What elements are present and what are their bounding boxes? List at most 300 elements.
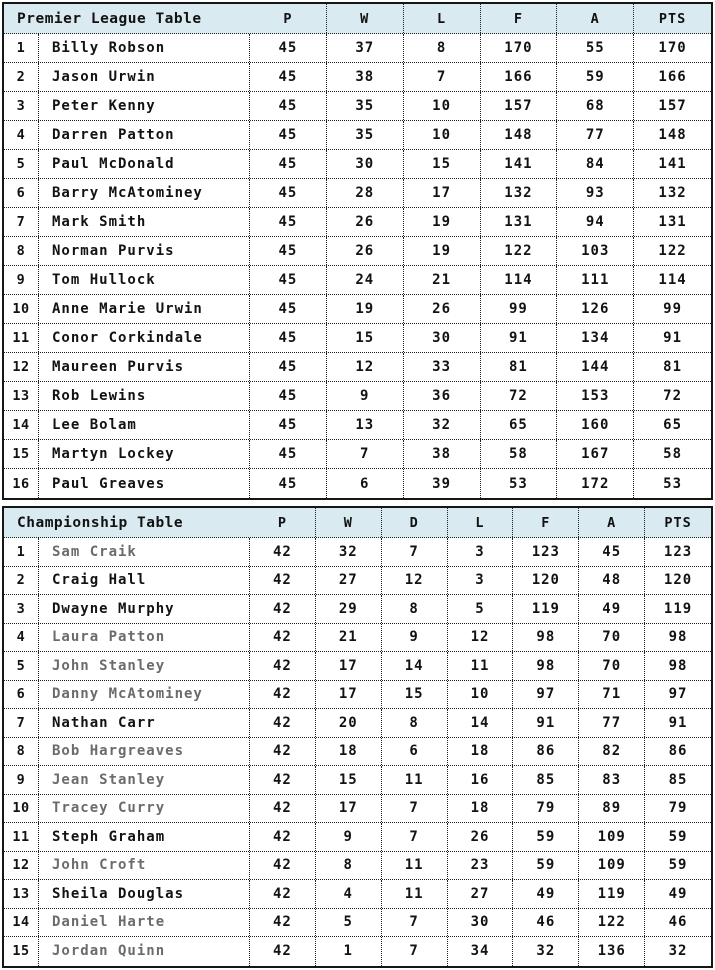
stat-cell-a: 134 [557, 324, 634, 352]
column-header-pts[interactable]: PTS [664, 514, 692, 531]
stat-cell-l: 3 [448, 538, 514, 566]
column-header-f[interactable]: F [513, 508, 579, 537]
stat-cell-p: 42 [250, 595, 316, 623]
player-name[interactable]: Mark Smith [39, 208, 250, 236]
column-header-d[interactable]: D [382, 508, 448, 537]
stat-cell-p: 45 [250, 266, 327, 294]
table-row[interactable] [4, 852, 711, 881]
player-name[interactable]: Rob Lewins [39, 382, 250, 410]
stat-cell-w: 38 [327, 63, 404, 91]
stat-cell-w: 6 [327, 469, 404, 498]
stat-cell-f: 59 [513, 823, 579, 851]
stat-cell-w: 18 [316, 738, 382, 766]
stat-cell-l: 7 [404, 63, 481, 91]
stat-cell-l: 34 [448, 937, 514, 966]
player-name[interactable]: Conor Corkindale [39, 324, 250, 352]
rank-cell: 8 [4, 738, 39, 766]
stat-cell-l: 10 [404, 121, 481, 149]
stat-cell-a: 103 [557, 237, 634, 265]
stat-cell-w: 17 [316, 681, 382, 709]
stat-cell-l: 18 [448, 738, 514, 766]
stat-cell-p: 42 [250, 795, 316, 823]
player-name[interactable]: Jason Urwin [39, 63, 250, 91]
stat-cell-f: 157 [481, 92, 558, 120]
stat-cell-l: 17 [404, 179, 481, 207]
column-header-p[interactable]: P [250, 508, 316, 537]
stat-cell-a: 48 [579, 567, 645, 595]
stat-cell-l: 39 [404, 469, 481, 498]
table-row[interactable] [4, 266, 711, 295]
stat-cell-l: 11 [448, 652, 514, 680]
stat-cell-w: 24 [327, 266, 404, 294]
table-row[interactable] [4, 538, 711, 567]
stat-cell-a: 119 [579, 880, 645, 908]
table-row[interactable] [4, 34, 711, 63]
stat-cell-p: 45 [250, 63, 327, 91]
player-name[interactable]: Craig Hall [39, 567, 250, 595]
table-row[interactable] [4, 469, 711, 498]
stat-cell-f: 132 [481, 179, 558, 207]
rank-cell: 7 [4, 709, 39, 737]
stat-cell-a: 111 [557, 266, 634, 294]
stat-cell-p: 45 [250, 411, 327, 439]
stat-cell-l: 21 [404, 266, 481, 294]
stat-cell-l: 10 [448, 681, 514, 709]
table-body [4, 538, 711, 966]
table-row[interactable] [4, 121, 711, 150]
table-row[interactable] [4, 880, 711, 909]
stat-cell-w: 15 [327, 324, 404, 352]
stat-cell-d: 7 [382, 538, 448, 566]
stat-cell-pts: 98 [668, 629, 688, 646]
stat-cell-w: 27 [316, 567, 382, 595]
table-row[interactable] [4, 208, 711, 237]
stat-cell-p: 42 [250, 880, 316, 908]
stat-cell-w: 17 [316, 652, 382, 680]
player-name[interactable]: Dwayne Murphy [39, 595, 250, 623]
stat-cell-pts: 32 [668, 943, 688, 960]
player-name[interactable]: Darren Patton [39, 121, 250, 149]
stat-cell-l: 26 [404, 295, 481, 323]
player-name[interactable]: John Stanley [39, 652, 250, 680]
stat-cell-d: 12 [382, 567, 448, 595]
stat-cell-w: 17 [316, 795, 382, 823]
stat-cell-w: 8 [316, 852, 382, 880]
stat-cell-d: 15 [382, 681, 448, 709]
table-row[interactable] [4, 63, 711, 92]
stat-cell-l: 3 [448, 567, 514, 595]
stat-cell-a: 172 [557, 469, 634, 498]
stat-cell-a: 70 [579, 652, 645, 680]
stat-cell-l: 36 [404, 382, 481, 410]
rank-cell: 10 [4, 295, 39, 323]
stat-cell-w: 9 [327, 382, 404, 410]
stat-cell-w: 20 [316, 709, 382, 737]
stat-cell-f: 49 [513, 880, 579, 908]
stat-cell-pts: 81 [663, 359, 682, 375]
rank-cell: 11 [4, 324, 39, 352]
stat-cell-pts: 170 [658, 40, 687, 56]
rank-cell: 5 [4, 150, 39, 178]
stat-cell-w: 5 [316, 909, 382, 937]
stat-cell-l: 8 [404, 34, 481, 62]
column-header-pts[interactable]: PTS [658, 10, 687, 27]
player-name[interactable]: Lee Bolam [39, 411, 250, 439]
stat-cell-p: 45 [250, 150, 327, 178]
rank-cell: 1 [4, 538, 39, 566]
stat-cell-w: 1 [316, 937, 382, 966]
stat-cell-d: 8 [382, 709, 448, 737]
player-name[interactable]: Norman Purvis [39, 237, 250, 265]
stat-cell-f: 141 [481, 150, 558, 178]
table-body [4, 34, 711, 498]
stat-cell-f: 86 [513, 738, 579, 766]
stat-cell-f: 59 [513, 852, 579, 880]
player-name[interactable]: John Croft [39, 852, 250, 880]
stat-cell-pts: 141 [658, 156, 687, 172]
rank-cell: 3 [4, 92, 39, 120]
player-name[interactable]: Jordan Quinn [39, 937, 250, 966]
stat-cell-p: 45 [250, 382, 327, 410]
stat-cell-w: 4 [316, 880, 382, 908]
stat-cell-d: 7 [382, 909, 448, 937]
stat-cell-f: 120 [513, 567, 579, 595]
table-row[interactable] [4, 353, 711, 382]
player-name[interactable]: Sheila Douglas [39, 880, 250, 908]
stat-cell-p: 45 [250, 121, 327, 149]
rank-cell: 2 [4, 63, 39, 91]
table-row[interactable] [4, 324, 711, 353]
stat-cell-pts: 114 [658, 272, 687, 288]
column-header-l[interactable]: L [448, 508, 514, 537]
stat-cell-f: 122 [481, 237, 558, 265]
stat-cell-pts: 59 [668, 828, 688, 845]
table-row[interactable] [4, 681, 711, 710]
stat-cell-pts: 148 [658, 127, 687, 143]
table-header-row [4, 508, 711, 538]
stat-cell-a: 167 [557, 440, 634, 468]
stat-cell-a: 160 [557, 411, 634, 439]
stat-cell-a: 94 [557, 208, 634, 236]
stat-cell-f: 119 [513, 595, 579, 623]
rank-cell: 4 [4, 121, 39, 149]
stat-cell-p: 42 [250, 681, 316, 709]
player-name[interactable]: Jean Stanley [39, 766, 250, 794]
table-row[interactable] [4, 823, 711, 852]
player-name[interactable]: Danny McAtominey [39, 681, 250, 709]
stat-cell-pts: 53 [663, 475, 682, 492]
stat-cell-l: 5 [448, 595, 514, 623]
rank-cell: 5 [4, 652, 39, 680]
stat-cell-d: 9 [382, 624, 448, 652]
stat-cell-a: 82 [579, 738, 645, 766]
stat-cell-w: 15 [316, 766, 382, 794]
stat-cell-a: 68 [557, 92, 634, 120]
stat-cell-l: 33 [404, 353, 481, 381]
stat-cell-a: 83 [579, 766, 645, 794]
stat-cell-w: 35 [327, 121, 404, 149]
player-name[interactable]: Paul Greaves [39, 469, 250, 498]
rank-cell: 6 [4, 179, 39, 207]
stat-cell-pts: 58 [663, 446, 682, 462]
stat-cell-pts: 120 [663, 572, 693, 589]
rank-cell: 9 [4, 766, 39, 794]
rank-cell: 2 [4, 567, 39, 595]
player-name[interactable]: Paul McDonald [39, 150, 250, 178]
stat-cell-pts: 122 [658, 243, 687, 259]
stat-cell-l: 30 [404, 324, 481, 352]
stat-cell-f: 166 [481, 63, 558, 91]
stat-cell-a: 126 [557, 295, 634, 323]
table-row[interactable] [4, 150, 711, 179]
table-row[interactable] [4, 295, 711, 324]
table-row[interactable] [4, 595, 711, 624]
column-header-a[interactable]: A [579, 508, 645, 537]
stat-cell-f: 98 [513, 624, 579, 652]
player-name[interactable]: Laura Patton [39, 624, 250, 652]
stat-cell-pts: 79 [668, 800, 688, 817]
rank-cell: 4 [4, 624, 39, 652]
stat-cell-w: 32 [316, 538, 382, 566]
stat-cell-pts: 49 [668, 885, 688, 902]
stat-cell-pts: 99 [663, 301, 682, 317]
stat-cell-pts: 131 [658, 214, 687, 230]
stat-cell-f: 53 [481, 469, 558, 498]
stat-cell-a: 109 [579, 852, 645, 880]
stat-cell-p: 42 [250, 937, 316, 966]
table-row[interactable] [4, 382, 711, 411]
stat-cell-f: 170 [481, 34, 558, 62]
stat-cell-f: 72 [481, 382, 558, 410]
player-name[interactable]: Sam Craik [39, 538, 250, 566]
stat-cell-f: 91 [513, 709, 579, 737]
table-row[interactable] [4, 909, 711, 938]
column-header-f[interactable]: F [481, 4, 558, 33]
stat-cell-p: 42 [250, 709, 316, 737]
stat-cell-pts: 157 [658, 98, 687, 114]
table-row[interactable] [4, 237, 711, 266]
player-name[interactable]: Nathan Carr [39, 709, 250, 737]
stat-cell-l: 12 [448, 624, 514, 652]
stat-cell-p: 45 [250, 440, 327, 468]
stat-cell-a: 70 [579, 624, 645, 652]
player-name[interactable]: Peter Kenny [39, 92, 250, 120]
stat-cell-f: 32 [513, 937, 579, 966]
stat-cell-f: 114 [481, 266, 558, 294]
player-name[interactable]: Tracey Curry [39, 795, 250, 823]
stat-cell-pts: 97 [668, 686, 688, 703]
stat-cell-l: 27 [448, 880, 514, 908]
column-header-p[interactable]: P [250, 4, 327, 33]
rank-cell: 10 [4, 795, 39, 823]
stat-cell-pts: 91 [663, 330, 682, 346]
stat-cell-d: 11 [382, 852, 448, 880]
stat-cell-w: 12 [327, 353, 404, 381]
stat-cell-p: 42 [250, 823, 316, 851]
rank-cell: 6 [4, 681, 39, 709]
stat-cell-f: 123 [513, 538, 579, 566]
column-header-w[interactable]: W [327, 4, 404, 33]
stat-cell-p: 42 [250, 909, 316, 937]
stat-cell-pts: 86 [668, 743, 688, 760]
stat-cell-l: 38 [404, 440, 481, 468]
stat-cell-w: 26 [327, 237, 404, 265]
stat-cell-l: 10 [404, 92, 481, 120]
rank-cell: 1 [4, 34, 39, 62]
stat-cell-a: 93 [557, 179, 634, 207]
column-header-w[interactable]: W [316, 508, 382, 537]
player-name[interactable]: Tom Hullock [39, 266, 250, 294]
stat-cell-pts: 46 [668, 914, 688, 931]
rank-cell: 13 [4, 880, 39, 908]
stat-cell-l: 16 [448, 766, 514, 794]
stat-cell-l: 32 [404, 411, 481, 439]
stat-cell-a: 89 [579, 795, 645, 823]
table-row[interactable] [4, 738, 711, 767]
table-row[interactable] [4, 624, 711, 653]
stat-cell-w: 30 [327, 150, 404, 178]
stat-cell-a: 71 [579, 681, 645, 709]
stat-cell-a: 55 [557, 34, 634, 62]
stat-cell-f: 148 [481, 121, 558, 149]
stat-cell-d: 7 [382, 937, 448, 966]
stat-cell-p: 45 [250, 208, 327, 236]
stat-cell-a: 136 [579, 937, 645, 966]
stat-cell-w: 19 [327, 295, 404, 323]
table-row[interactable] [4, 709, 711, 738]
table-row[interactable] [4, 179, 711, 208]
rank-cell: 15 [4, 937, 39, 966]
stat-cell-a: 109 [579, 823, 645, 851]
table-row[interactable] [4, 652, 711, 681]
column-header-a[interactable]: A [557, 4, 634, 33]
stat-cell-d: 14 [382, 652, 448, 680]
stat-cell-l: 19 [404, 208, 481, 236]
rank-cell: 15 [4, 440, 39, 468]
table-row[interactable] [4, 766, 711, 795]
rank-cell: 13 [4, 382, 39, 410]
stat-cell-a: 77 [557, 121, 634, 149]
stat-cell-d: 7 [382, 795, 448, 823]
stat-cell-pts: 132 [658, 185, 687, 201]
stat-cell-a: 122 [579, 909, 645, 937]
stat-cell-p: 45 [250, 34, 327, 62]
table-row[interactable] [4, 567, 711, 596]
stat-cell-d: 6 [382, 738, 448, 766]
stat-cell-p: 42 [250, 567, 316, 595]
rank-cell: 12 [4, 852, 39, 880]
stat-cell-f: 91 [481, 324, 558, 352]
stat-cell-pts: 65 [663, 417, 682, 433]
stat-cell-w: 26 [327, 208, 404, 236]
stat-cell-pts: 98 [668, 657, 688, 674]
player-name[interactable]: Anne Marie Urwin [39, 295, 250, 323]
rank-cell: 11 [4, 823, 39, 851]
stat-cell-w: 37 [327, 34, 404, 62]
stat-cell-a: 59 [557, 63, 634, 91]
player-name[interactable]: Billy Robson [39, 34, 250, 62]
stat-cell-p: 45 [250, 295, 327, 323]
player-name[interactable]: Martyn Lockey [39, 440, 250, 468]
stat-cell-pts: 85 [668, 771, 688, 788]
stat-cell-p: 42 [250, 766, 316, 794]
stat-cell-f: 85 [513, 766, 579, 794]
stat-cell-f: 58 [481, 440, 558, 468]
stat-cell-l: 14 [448, 709, 514, 737]
stat-cell-w: 28 [327, 179, 404, 207]
stat-cell-p: 45 [250, 324, 327, 352]
stat-cell-pts: 119 [663, 600, 693, 617]
premier-league-table [2, 2, 713, 500]
rank-cell: 3 [4, 595, 39, 623]
stat-cell-f: 99 [481, 295, 558, 323]
rank-cell: 16 [4, 469, 39, 498]
rank-cell: 7 [4, 208, 39, 236]
stat-cell-pts: 91 [668, 714, 688, 731]
rank-cell: 14 [4, 909, 39, 937]
stat-cell-p: 45 [250, 179, 327, 207]
stat-cell-d: 11 [382, 880, 448, 908]
stat-cell-f: 81 [481, 353, 558, 381]
stat-cell-d: 7 [382, 823, 448, 851]
table-title: Championship Table [17, 514, 184, 531]
table-row[interactable] [4, 411, 711, 440]
stat-cell-pts: 166 [658, 69, 687, 85]
stat-cell-f: 131 [481, 208, 558, 236]
stat-cell-w: 35 [327, 92, 404, 120]
stat-cell-p: 45 [250, 469, 327, 498]
stat-cell-w: 13 [327, 411, 404, 439]
table-row[interactable] [4, 440, 711, 469]
player-name[interactable]: Barry McAtominey [39, 179, 250, 207]
stat-cell-d: 8 [382, 595, 448, 623]
rank-cell: 14 [4, 411, 39, 439]
stat-cell-l: 30 [448, 909, 514, 937]
table-row[interactable] [4, 92, 711, 121]
stat-cell-w: 21 [316, 624, 382, 652]
rank-cell: 12 [4, 353, 39, 381]
stat-cell-p: 45 [250, 92, 327, 120]
stat-cell-p: 45 [250, 353, 327, 381]
stat-cell-w: 7 [327, 440, 404, 468]
stat-cell-f: 65 [481, 411, 558, 439]
rank-cell: 9 [4, 266, 39, 294]
stat-cell-w: 9 [316, 823, 382, 851]
player-name[interactable]: Daniel Harte [39, 909, 250, 937]
stat-cell-p: 45 [250, 237, 327, 265]
stat-cell-f: 46 [513, 909, 579, 937]
stat-cell-f: 98 [513, 652, 579, 680]
stat-cell-p: 42 [250, 624, 316, 652]
player-name[interactable]: Steph Graham [39, 823, 250, 851]
column-header-l[interactable]: L [404, 4, 481, 33]
championship-table [2, 506, 713, 968]
stat-cell-l: 26 [448, 823, 514, 851]
player-name[interactable]: Bob Hargreaves [39, 738, 250, 766]
stat-cell-f: 97 [513, 681, 579, 709]
stat-cell-l: 15 [404, 150, 481, 178]
rank-cell: 8 [4, 237, 39, 265]
stat-cell-f: 79 [513, 795, 579, 823]
stat-cell-l: 23 [448, 852, 514, 880]
table-row[interactable] [4, 795, 711, 824]
table-row[interactable] [4, 937, 711, 966]
stat-cell-l: 19 [404, 237, 481, 265]
stat-cell-p: 42 [250, 538, 316, 566]
stat-cell-a: 144 [557, 353, 634, 381]
player-name[interactable]: Maureen Purvis [39, 353, 250, 381]
stat-cell-l: 18 [448, 795, 514, 823]
